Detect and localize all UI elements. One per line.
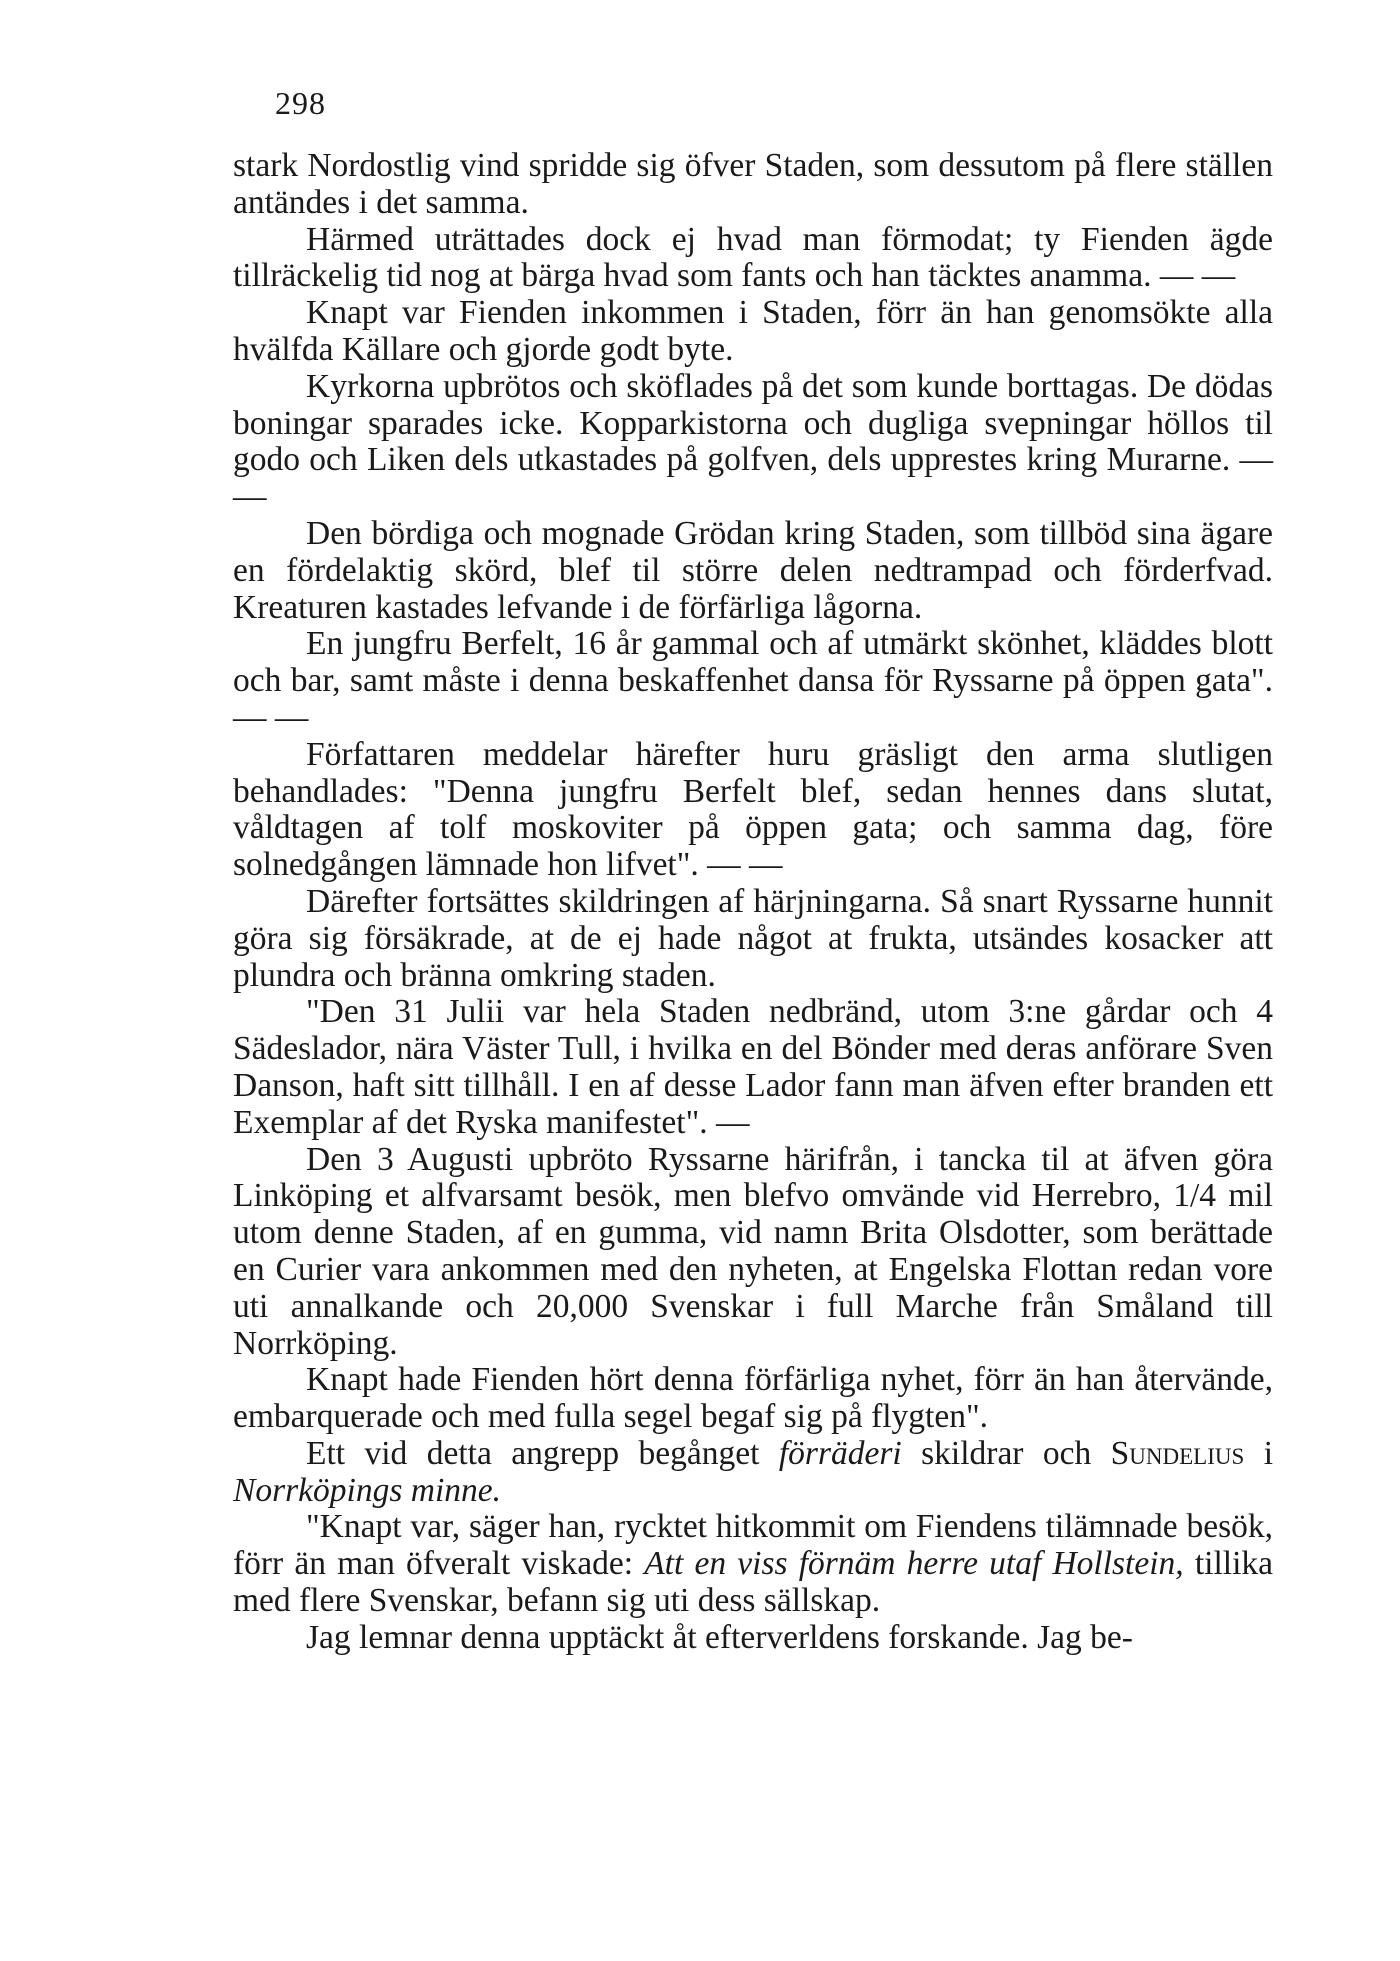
italic-term: förräderi: [778, 1434, 902, 1472]
paragraph: stark Nordostlig vind spridde sig öfver Staden, som dessutom på flere ställen antändes i det samma.: [233, 147, 1273, 221]
italic-quote: Att en viss förnäm herre utaf Hollstein,: [644, 1545, 1184, 1583]
paragraph: Härmed uträttades dock ej hvad man förmodat; ty Fienden ägde tillräckelig tid nog at bärga hvad som fants och han täcktes anamma. — —: [233, 220, 1273, 295]
paragraph: En jungfru Berfelt, 16 år gammal och af utmärkt skönhet, kläddes blott och bar, samt måste i denna beskaffenhet dansa för Ryssarne på öppen gata". — —: [233, 625, 1273, 736]
paragraph: Den bördiga och mognade Grödan kring Staden, som tillböd sina ägare en fördelaktig skörd, blef til större delen nedtrampad och förderfvad. Kreaturen kastades lefvande i de förfärliga lågorna.: [233, 514, 1273, 626]
text-run: i: [1244, 1434, 1274, 1472]
text-run: Ett vid detta angrepp begånget: [306, 1434, 779, 1472]
paragraph: Därefter fortsättes skildringen af härjningarna. Så snart Ryssarne hunnit göra sig försäkrade, at de ej hade något at frukta, utsändes kosacker att plundra och bränna omkring staden.: [233, 882, 1273, 994]
page-number: 298: [275, 85, 326, 121]
paragraph: Knapt var Fienden inkommen i Staden, förr än han genomsökte alla hvälfda Källare och gjorde godt byte.: [233, 294, 1273, 368]
paragraph: Kyrkorna upbrötos och sköflades på det som kunde borttagas. De dödas boningar sparades icke. Kopparkistorna och dugliga svepningar höllos til godo och Liken dels utkastades på golfven, dels upprestes kring Murarne. — —: [233, 367, 1273, 516]
paragraph: [233, 1509, 1273, 1619]
paragraph: Författaren meddelar härefter huru gräsligt den arma slutligen behandlades: "Denna jungfru Berfelt blef, sedan hennes dans slutat, våldtagen af tolf moskoviter på öppen gata; och samma dag, före solnedgången lämnade hon lifvet". — —: [233, 735, 1273, 884]
paragraph: "Den 31 Julii var hela Staden nedbränd, utom 3:ne gårdar och 4 Sädeslador, nära Väster Tull, i hvilka en del Bönder med deras anförare Sven Danson, haft sitt tillhåll. I en af desse Lador fann man äfven efter branden ett Exemplar af det Ryska manifestet". —: [233, 993, 1273, 1141]
text-run: tillika med flere Svenskar, befann sig uti dess sällskap.: [233, 1545, 1274, 1620]
text-body: [233, 148, 1273, 1657]
paragraph: Knapt hade Fienden hört denna förfärliga nyhet, förr än han återvände, embarquerade och med fulla segel begaf sig på flygten".: [233, 1361, 1273, 1436]
author-name: Sundelius: [1110, 1434, 1245, 1472]
paragraph: Den 3 Augusti upbröto Ryssarne härifrån, i tancka til at äfven göra Linköping et alfvarsamt besök, men blefvo omvände vid Herrebro, 1/4 mil utom denne Staden, af en gumma, vid namn Brita Olsdotter, som berättade en Curier vara ankommen med den nyheten, at Engelska Flottan redan vore uti annalkande och 20,000 Svenskar i full Marche från Småland till Norrköping.: [233, 1140, 1273, 1362]
paragraph: Jag lemnar denna upptäckt åt efterverldens forskande. Jag be-: [306, 1618, 1133, 1656]
text-run: skildrar och: [901, 1434, 1111, 1472]
text-run: "Knapt var, säger han, rycktet hitkommit om Fiendens tilämnade besök, förr än man öfveralt viskade:: [233, 1508, 1273, 1583]
book-title: Norrköpings minne.: [233, 1471, 501, 1509]
paragraph: [233, 1436, 1273, 1510]
